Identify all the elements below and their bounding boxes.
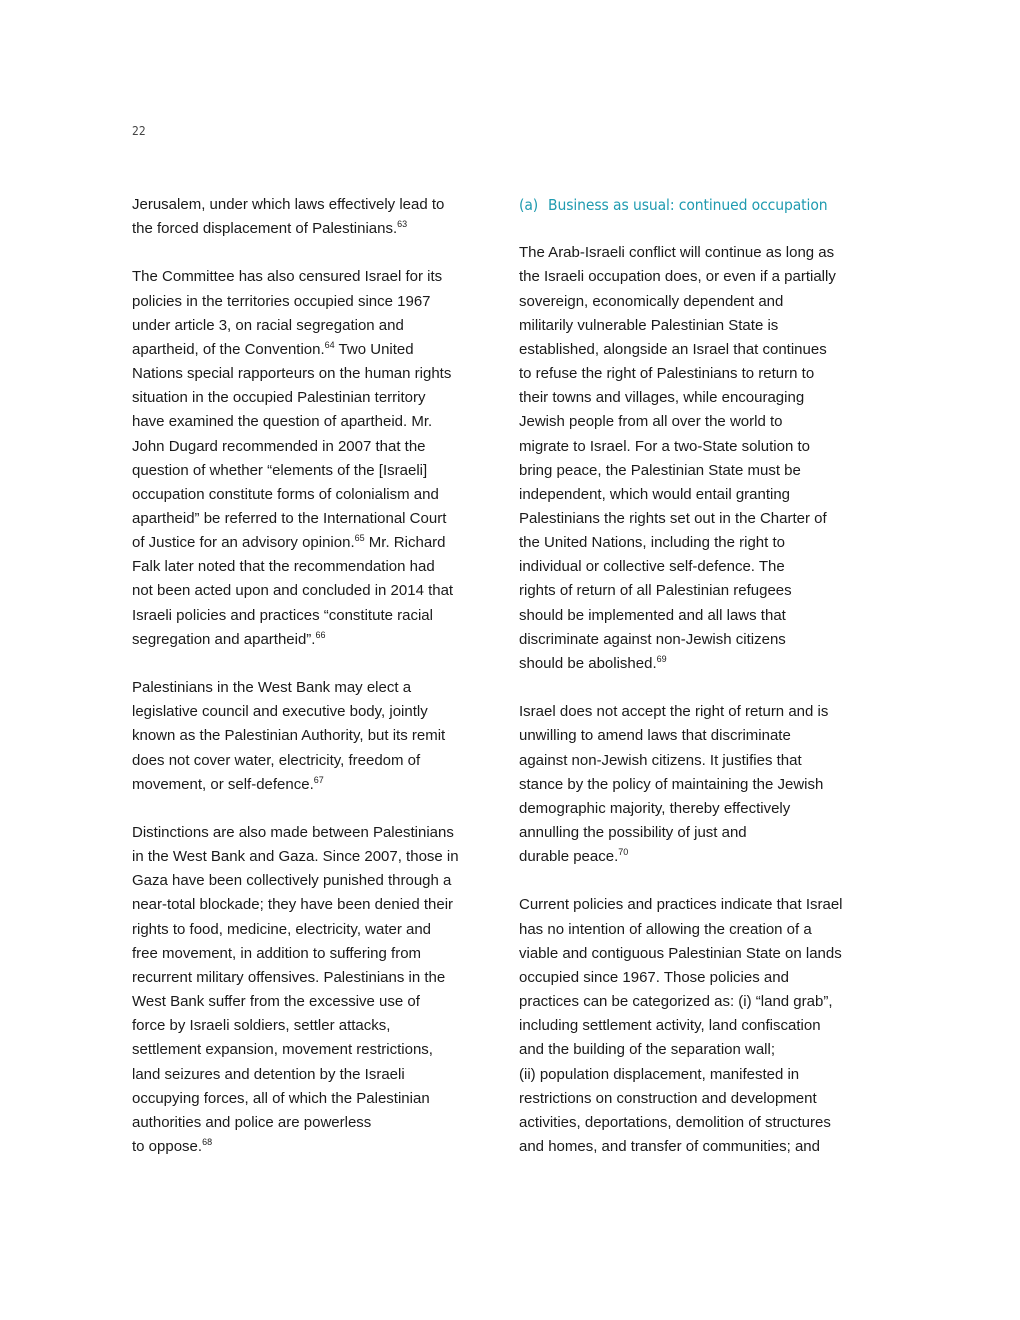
text-line: free movement, in addition to suffering from [132,944,422,962]
text-line: situation in the occupied Palestinian territory [132,389,426,407]
text-line: Nations special rapporteurs on the human rights [132,365,452,383]
text-line: settlement expansion, movement restrictions, [132,1041,433,1059]
text-line: restrictions on construction and development [519,1089,817,1107]
text-line: force by Israeli soldiers, settler attacks, [132,1017,391,1035]
text-line: practices can be categorized as: (i) “land grab”, [519,993,833,1011]
footnote-ref[interactable]: 63 [397,219,408,230]
text-line: activities, deportations, demolition of structures [519,1113,831,1131]
text-line: policies in the territories occupied since 1967 [132,292,431,310]
paragraph [132,676,500,797]
text-line: should be implemented and all laws that [519,606,786,624]
text-line: land seizures and detention by the Israeli [132,1065,405,1083]
text-line: apartheid, of the Convention.$^{64}$ Two United [132,339,414,358]
footnote-ref[interactable]: 67 [313,774,324,785]
section-label: (a) [519,196,539,214]
text-line: near-total blockade; they have been denied their [132,896,454,914]
text-line: in the West Bank and Gaza. Since 2007, those in [132,848,459,866]
text-line: Palestinians the rights set out in the Charter of [519,510,827,528]
text-line: to refuse the right of Palestinians to return to [519,365,815,383]
text-line: Falk later noted that the recommendation had [132,558,435,576]
text-line: Gaza have been collectively punished through a [132,872,452,890]
text-line: the United Nations, including the right to [519,534,785,552]
text-line: occupying forces, all of which the Palestinian [132,1089,430,1107]
text-line: demographic majority, thereby effectively [519,799,791,817]
text-line: has no intention of allowing the creation of a [519,920,812,938]
text-line: of Justice for an advisory opinion.$^{65}$ Mr. Richard [132,533,446,552]
text-line: their towns and villages, while encouraging [519,389,805,407]
text-line: against non-Jewish citizens. It justifies that [519,751,802,769]
text-line: bring peace, the Palestinian State must be [519,461,801,479]
text-line: occupied since 1967. Those policies and [519,968,789,986]
text-line: Current policies and practices indicate that Israel [519,896,843,914]
text-line: have examined the question of apartheid. Mr. [132,413,433,431]
text-line: including settlement activity, land confiscation [519,1017,821,1035]
footnote-ref[interactable]: 70 [618,847,629,858]
text-line: Israel does not accept the right of return and is [519,703,829,721]
text-line: should be abolished.$^{69}$ [519,653,667,672]
paragraph [519,700,891,869]
text-line: question of whether “elements of the [Israeli] [132,461,428,479]
text-line: occupation constitute forms of colonialism and [132,485,439,503]
section-heading [519,193,891,217]
footnote-ref[interactable]: 66 [315,629,326,640]
footnote-ref[interactable]: 64 [324,339,335,350]
paragraph [132,193,500,241]
text-line: durable peace.$^{70}$ [519,847,629,866]
footnote-ref[interactable]: 69 [656,653,667,664]
text-line: under article 3, on racial segregation and [132,316,404,334]
text-line: (ii) population displacement, manifested in [519,1065,800,1083]
text-line: movement, or self-defence.$^{67}$ [132,774,324,793]
text-line: stance by the policy of maintaining the Jewish [519,775,824,793]
paragraph [132,821,500,1159]
text-line: and homes, and transfer of communities; and [519,1138,820,1156]
text-line: John Dugard recommended in 2007 that the [132,437,426,455]
text-line: The Arab-Israeli conflict will continue as long as [519,244,835,262]
text-line: West Bank suffer from the excessive use of [132,993,420,1011]
text-line: discriminate against non-Jewish citizens [519,630,786,648]
paragraph [519,893,891,1159]
page-number: 22 [132,124,146,138]
text-line: legislative council and executive body, jointly [132,703,428,721]
text-line: The Committee has also censured Israel for its [132,268,443,286]
text-line: to oppose.$^{68}$ [132,1137,213,1156]
text-line: and the building of the separation wall; [519,1041,776,1059]
text-line: unwilling to amend laws that discriminate [519,727,791,745]
text-line: established, alongside an Israel that continues [519,340,827,358]
text-line: rights of return of all Palestinian refugees [519,582,792,600]
right-column [519,193,891,1159]
paragraph [519,241,891,676]
footnote-ref[interactable]: 68 [202,1137,213,1148]
text-line: does not cover water, electricity, freedom of [132,751,421,769]
left-column [132,193,500,1159]
text-line: apartheid” be referred to the International Court [132,510,447,528]
text-line: rights to food, medicine, electricity, water and [132,920,432,938]
text-line: Israeli policies and practices “constitute racial [132,606,433,624]
text-line: sovereign, economically dependent and [519,292,784,310]
section-title: Business as usual: continued occupation [548,196,828,214]
footnote-ref[interactable]: 65 [354,533,365,544]
text-line: Palestinians in the West Bank may elect a [132,679,412,697]
text-line: segregation and apartheid”.$^{66}$ [132,629,326,648]
paragraph [132,265,500,652]
text-line: viable and contiguous Palestinian State on lands [519,944,842,962]
text-line: authorities and police are powerless [132,1113,372,1131]
text-line: the Israeli occupation does, or even if a partially [519,268,836,286]
text-line: annulling the possibility of just and [519,824,747,842]
text-line: Jerusalem, under which laws effectively lead to [132,196,445,213]
text-line: not been acted upon and concluded in 2014 that [132,582,454,600]
text-line: Distinctions are also made between Palestinians [132,824,454,842]
text-line: recurrent military offensives. Palestinians in the [132,968,446,986]
text-line: Jewish people from all over the world to [519,413,783,431]
text-line: militarily vulnerable Palestinian State is [519,316,779,334]
text-line: individual or collective self-defence. The [519,558,785,576]
text-line: the forced displacement of Palestinians.$^{63}$ [132,219,408,238]
text-line: migrate to Israel. For a two-State solution to [519,437,810,455]
text-line: independent, which would entail granting [519,485,791,503]
text-line: known as the Palestinian Authority, but its remit [132,727,446,745]
